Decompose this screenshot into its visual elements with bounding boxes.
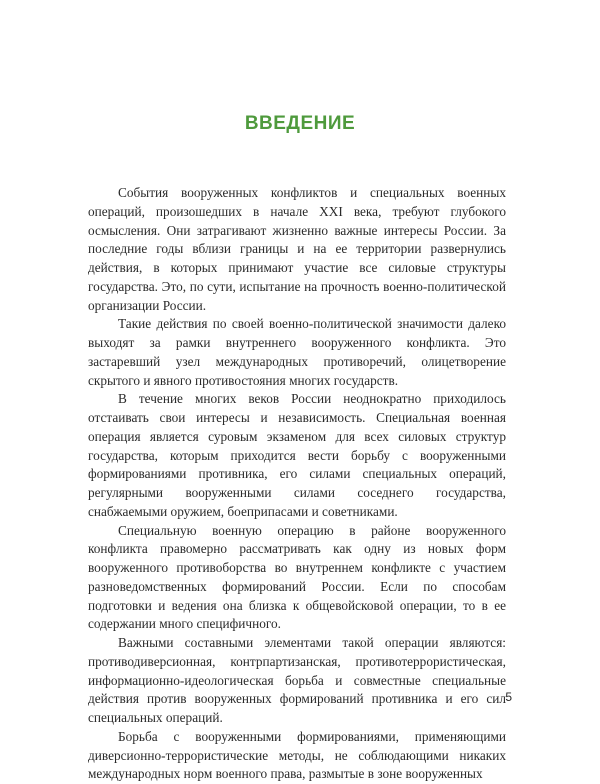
- paragraph: Специальную военную операцию в районе вооруженного конфликта правомерно рассматривать как одну из новых форм вооруженного противоборства во внутреннем конфликте с участием разноведомственных формирований России. Если по способам подготовки и ведения она близка к общевойсковой операции, то в ее содержании много специфичного.: [88, 522, 506, 632]
- paragraph: Борьба с вооруженными формированиями, применяющими диверсионно-террористические методы, не соблюдающими никаких международных норм военного права, размытые в зоне вооруженных: [88, 728, 506, 782]
- paragraph: В течение многих веков России неоднократно приходилось отстаивать свои интересы и независимость. Специальная военная операция является суровым экзаменом для всех силовых структур государства, которым приходится вести борьбу с вооруженными формированиями противника, его силами специальных операций, регулярными вооруженными силами соседнего государства, снабжаемыми оружием, боеприпасами и советниками.: [88, 391, 506, 519]
- paragraph: События вооруженных конфликтов и специальных военных операций, произошедших в начале XXI века, требуют глубокого осмысления. Они затрагивают жизненно важные интересы России. За последние годы вблизи границы и на ее территории развернулись действия, в которых принимают участие все силовые структуры государства. Это, по сути, испытание на прочность военно-политической организации России.: [88, 185, 506, 313]
- paragraph: Важными составными элементами такой операции являются: противодиверсионная, контрпартизанская, противотеррористическая, информационно-идеологическая борьба и совместные специальные действия против вооруженных формирований противника и его сил специальных операций.: [88, 635, 506, 725]
- paragraph: Такие действия по своей военно-политической значимости далеко выходят за рамки внутреннего вооруженного конфликта. Это застаревший узел международных противоречий, олицетворение скрытого и явного противостояния многих государств.: [88, 316, 506, 388]
- body-text: [88, 184, 506, 784]
- page-number: 5: [505, 690, 512, 704]
- chapter-title: ВВЕДЕНИЕ: [244, 113, 356, 134]
